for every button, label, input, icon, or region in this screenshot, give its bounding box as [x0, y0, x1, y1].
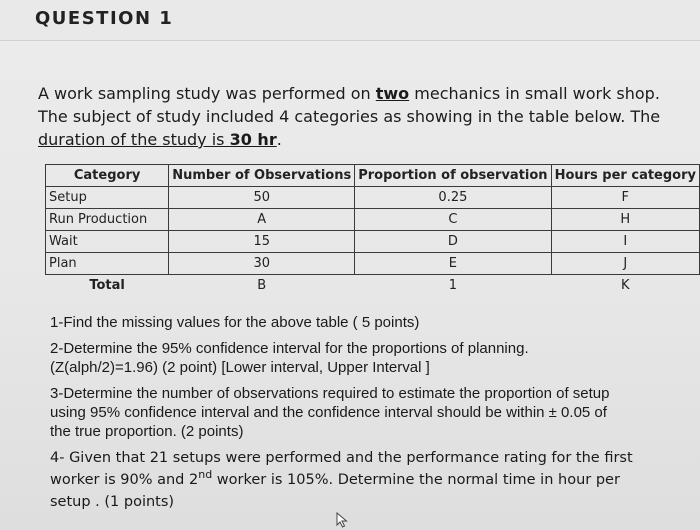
cell-category: Run Production — [46, 209, 169, 231]
total-hours: K — [621, 278, 630, 293]
table-row — [46, 231, 700, 253]
question-1: 1-Find the missing values for the above table ( 5 points) — [50, 314, 420, 331]
cell-observations: 15 — [169, 231, 355, 253]
question-4-text-b: worker is 105%. Determine the normal time in hour per — [212, 472, 620, 488]
cell-proportion: C — [355, 209, 551, 231]
cell-proportion: 0.25 — [355, 187, 551, 209]
header-hours: Hours per category — [551, 165, 699, 187]
question-3-line-3: the true proportion. (2 points) — [50, 423, 244, 440]
intro-text-1: A work sampling study was performed on — [38, 84, 376, 103]
question-3-line-2: using 95% confidence interval and the confidence interval should be within ± 0.05 of — [50, 404, 607, 421]
cell-hours: F — [551, 187, 699, 209]
table-total-row — [46, 275, 700, 297]
cell-category: Setup — [46, 187, 169, 209]
mouse-cursor-icon — [336, 512, 350, 528]
question-2-line-2: (Z(alph/2)=1.96) (2 point) [Lower interval, Upper Interval ] — [50, 359, 430, 376]
cell-category: Plan — [46, 253, 169, 275]
question-list — [50, 313, 670, 513]
question-title: QUESTION 1 — [35, 8, 174, 29]
intro-emphasis-two: two — [375, 84, 410, 103]
cell-hours: H — [551, 209, 699, 231]
cell-observations: A — [169, 209, 355, 231]
cell-hours: J — [551, 253, 699, 275]
question-4-line-3: setup . (1 points) — [50, 494, 175, 510]
intro-duration-value: 30 hr — [229, 130, 277, 149]
intro-duration-label: duration of the study is — [38, 130, 230, 149]
total-proportion: 1 — [448, 278, 458, 293]
table-row — [46, 187, 700, 209]
intro-text-3: mechanics in small work shop. The subject of study included 4 categories as showing in the table below. The — [38, 84, 661, 126]
header-number-of-observations: Number of Observations — [169, 165, 355, 187]
ordinal-superscript: nd — [198, 468, 213, 482]
table-row — [46, 253, 700, 275]
question-3-line-1: 3-Determine the number of observations required to estimate the proportion of setup — [50, 385, 610, 402]
cell-proportion: D — [355, 231, 551, 253]
question-intro — [38, 82, 678, 151]
intro-text-6: . — [276, 130, 282, 149]
question-4-line-1: 4- Given that 21 setups were performed and the performance rating for the first — [50, 450, 633, 466]
table-header-row — [46, 165, 700, 187]
table-row — [46, 209, 700, 231]
question-header — [0, 0, 700, 41]
total-observations: B — [257, 278, 267, 293]
question-4 — [50, 447, 670, 513]
cell-category: Wait — [46, 231, 169, 253]
cell-proportion: E — [355, 253, 551, 275]
cell-hours: I — [551, 231, 699, 253]
total-label: Total — [89, 278, 125, 293]
question-4-text-a: worker is 90% and 2 — [50, 472, 199, 488]
observation-table — [45, 164, 700, 296]
question-4-line-2 — [50, 469, 670, 491]
header-proportion: Proportion of observation — [355, 165, 551, 187]
question-2-line-1: 2-Determine the 95% confidence interval for the proportions of planning. — [50, 340, 529, 357]
cell-observations: 30 — [169, 253, 355, 275]
header-category: Category — [46, 165, 169, 187]
cell-observations: 50 — [169, 187, 355, 209]
